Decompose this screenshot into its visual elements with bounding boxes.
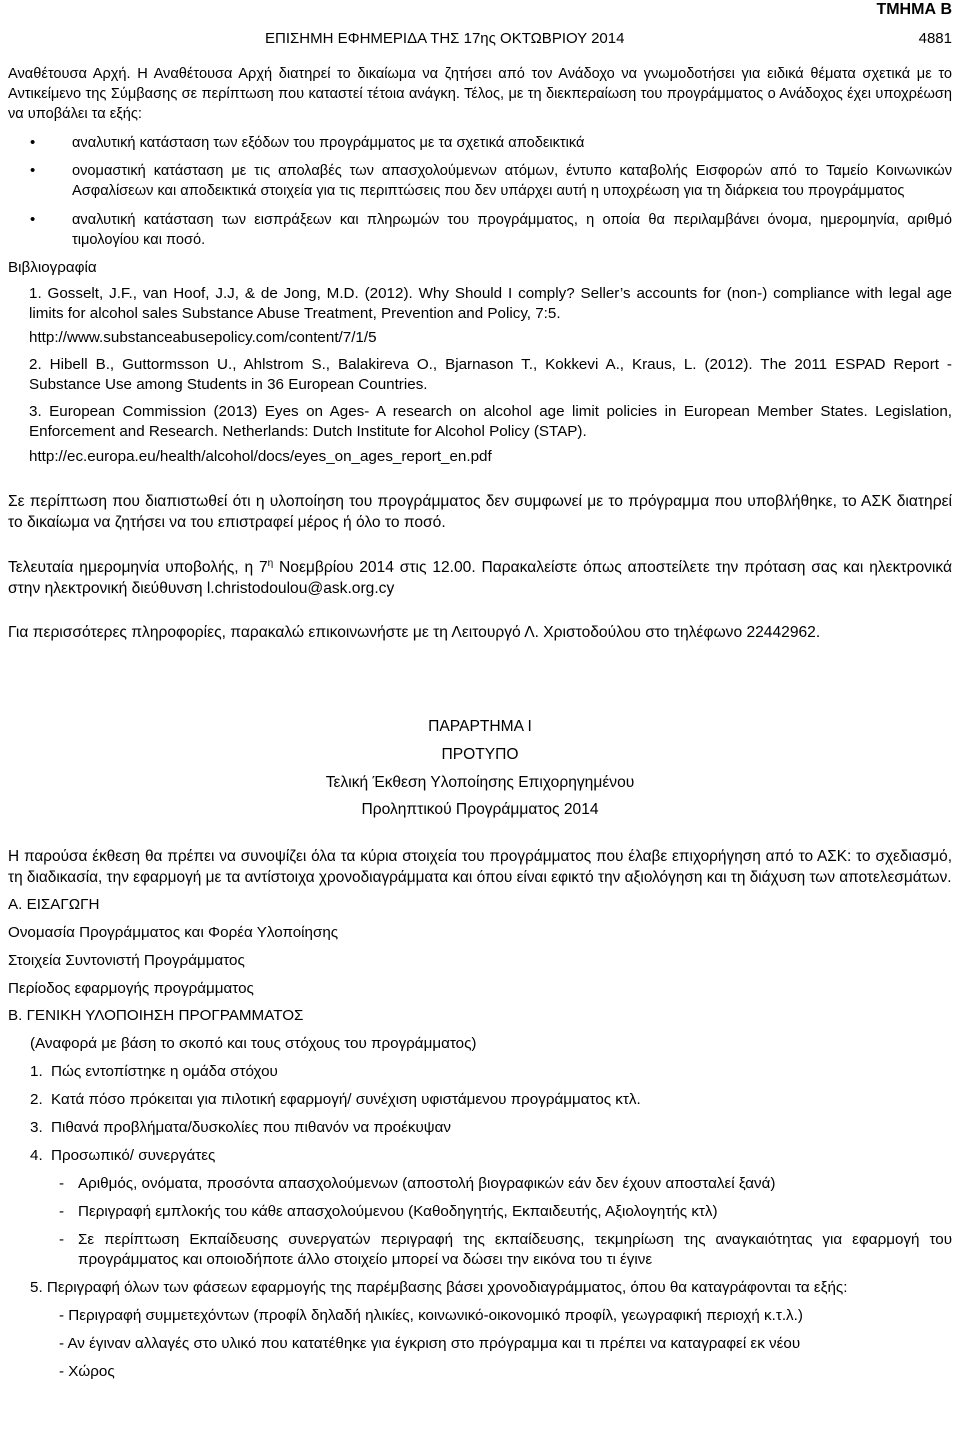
intro-paragraph: Αναθέτουσα Αρχή. Η Αναθέτουσα Αρχή διατηρεί το δικαίωμα να ζητήσει από τον Ανάδοχο να γνωμοδοτήσει για ειδικά θέματα σχετικά με το Αντικείμενο της Σύμβασης σε περίπτωση που καταστεί τέτοια ανάγκη. Τέλος, με τη διεκπεραίωση του προγράμματος ο Ανάδοχος έχει υποχρέωση να υποβάλει τα εξής: (8, 66, 952, 122)
gazette-page (8, 0, 952, 1455)
annex-report-title: Τελική Έκθεση Υλοποίησης Επιχορηγημένου (325, 774, 635, 791)
item-number: 3. (30, 1119, 43, 1136)
contact-paragraph: Για περισσότερες πληροφορίες, παρακαλώ επικοινωνήστε με τη Λειτουργό Λ. Χριστοδούλου στο τηλέφωνο 22442962. (8, 624, 821, 641)
section-a-line: Ονομασία Προγράμματος και Φορέα Υλοποίησης (8, 924, 339, 941)
item-text: Κατά πόσο πρόκειται για πιλοτική εφαρμογή/ συνέχιση υφιστάμενου προγράμματος κτλ. (51, 1091, 641, 1108)
item-text: Πιθανά προβλήματα/δυσκολίες που πιθανόν να προέκυψαν (51, 1119, 451, 1136)
list-item: - Περιγραφή εμπλοκής του κάθε απασχολούμενου (Καθοδηγητής, Εκπαιδευτής, Αξιολογητής κτλ) (59, 1203, 718, 1220)
list-item: - Αριθμός, ονόματα, προσόντα απασχολούμενων (αποστολή βιογραφικών εάν δεν έχουν αποσταλεί ξανά) (59, 1175, 776, 1192)
bibliography-text: 2. Hibell B., Guttormsson U., Ahlstrom S., Balakireva O., Bjarnason T., Kokkevi A., Kraus, L. (2012). The 2011 ESPAD Report - Substance Use among Students in 36 European Countries. (29, 356, 952, 393)
item-number: 1. (30, 1063, 43, 1080)
item-text: Προσωπικό/ συνεργάτες (51, 1147, 216, 1164)
deadline-superscript: η (267, 558, 274, 569)
list-item: • αναλυτική κατάσταση των εξόδων του προγράμματος με τα σχετικά αποδεικτικά (8, 133, 952, 153)
item-text: Αριθμός, ονόματα, προσόντα απασχολούμενων (αποστολή βιογραφικών εάν δεν έχουν αποσταλεί ξανά) (78, 1175, 776, 1192)
section-a-line: Στοιχεία Συντονιστή Προγράμματος (8, 952, 245, 969)
annex-subtitle: ΠΡΟΤΥΠΟ (441, 746, 519, 763)
section-b-note: (Αναφορά με βάση το σκοπό και τους στόχους του προγράμματος) (30, 1035, 477, 1052)
bibliography-text: 3. European Commission (2013) Eyes on Ages- A research on alcohol age limit policies in European Member States. Legislation, Enforcement and Research. Netherlands: Dutch Institute for Alcohol Policy (STAP). (29, 403, 952, 440)
refund-paragraph: Σε περίπτωση που διαπιστωθεί ότι η υλοποίηση του προγράμματος δεν συμφωνεί με το πρόγραμμα που υποβλήθηκε, το ΑΣΚ διατηρεί το δικαίωμα να ζητήσει να του επιστραφεί μέρος ή όλο το ποσό. (8, 493, 952, 531)
item-text: Σε περίπτωση Εκπαίδευσης συνεργατών περιγραφή της εκπαίδευσης, τεκμηρίωση της αναγκαιότητας για εφαρμογή του προγράμματος και οποιοδήποτε άλλο στοιχείο μπορεί να δώσει την εικόνα του τι έγινε (78, 1231, 952, 1268)
item-number: 2. (30, 1091, 43, 1108)
deadline-text-start: Τελευταία ημερομηνία υποβολής, η 7 (8, 559, 268, 576)
section-a-heading: Α. ΕΙΣΑΓΩΓΗ (8, 896, 100, 913)
item-5: 5. Περιγραφή όλων των φάσεων εφαρμογής της παρέμβασης βάσει χρονοδιαγράμματος, όπου θα καταγράφονται τα εξής: (30, 1279, 848, 1296)
annex-intro: Η παρούσα έκθεση θα πρέπει να συνοψίζει όλα τα κύρια στοιχεία του προγράμματος που έλαβε επιχορήγηση από το ΑΣΚ: το σχεδιασμό, τη διαδικασία, την εφαρμογή με τα αντίστοιχα χρονοδιαγράμματα και όπου είναι εφικτό την αξιολόγηση και τη διάχυση των αποτελεσμάτων. (8, 848, 952, 886)
section-a-line: Περίοδος εφαρμογής προγράμματος (8, 980, 254, 997)
page-number: 4881 (918, 30, 952, 47)
bibliography-text: 1. Gosselt, J.F., van Hoof, J.J, & de Jong, M.D. (2012). Why Should I comply? Seller’s accounts for (non-) compliance with legal age limits for alcohol sales Substance Abuse Treatment, Prevention and Policy, 7:5. (29, 285, 952, 322)
section-label: ΤΜΗΜΑ Β (876, 1, 952, 18)
bibliography-item (29, 284, 952, 348)
list-item (8, 1146, 952, 1166)
bibliography-url[interactable]: http://www.substanceabusepolicy.com/content/7/1/5 (29, 329, 377, 346)
list-item (8, 1062, 952, 1082)
list-item (8, 1090, 952, 1110)
gazette-title: ΕΠΙΣΗΜΗ ΕΦΗΜΕΡΙΔΑ ΤΗΣ 17ης ΟΚΤΩΒΡΙΟΥ 2014 (265, 30, 625, 47)
page-content (8, 64, 952, 1382)
section-b-heading: Β. ΓΕΝΙΚΗ ΥΛΟΠΟΙΗΣΗ ΠΡΟΓΡΑΜΜΑΤΟΣ (8, 1007, 304, 1024)
bibliography-url[interactable]: http://ec.europa.eu/health/alcohol/docs/eyes_on_ages_report_en.pdf (29, 448, 492, 465)
list-item: - Χώρος (59, 1363, 115, 1380)
deadline-text-end: Νοεμβρίου 2014 στις 12.00. Παρακαλείστε όπως αποστείλετε την πρόταση σας και ηλεκτρονικά στην ηλεκτρονική διεύθυνση l.christodoulou@ask.org.cy (8, 559, 952, 597)
annex-title: ΠΑΡΑΡΤΗΜΑ Ι (428, 718, 532, 735)
bibliography-item (29, 402, 952, 467)
bibliography-item (29, 355, 952, 395)
annex-report-subtitle: Προληπτικού Προγράμματος 2014 (361, 801, 599, 818)
list-item: • ονομαστική κατάσταση με τις απολαβές των απασχολούμενων ατόμων, έντυπο καταβολής Εισφορών από το Ταμείο Κοινωνικών Ασφαλίσεων και αποδεικτικά στοιχεία για τις περιπτώσεις που δεν υπάρχει αυτή η υποχρέωση για τη διάρκεια του προγράμματος (8, 161, 952, 201)
deadline-paragraph (8, 557, 952, 599)
list-item: - Αν έγιναν αλλαγές στο υλικό που κατατέθηκε για έγκριση στο πρόγραμμα και τι πρέπει να καταγραφεί εκ νέου (59, 1335, 801, 1352)
item-text: Περιγραφή εμπλοκής του κάθε απασχολούμενου (Καθοδηγητής, Εκπαιδευτής, Αξιολογητής κτλ) (78, 1203, 718, 1220)
obligations-list (8, 133, 952, 250)
bibliography-heading: Βιβλιογραφία (8, 259, 97, 276)
list-item: - Σε περίπτωση Εκπαίδευσης συνεργατών περιγραφή της εκπαίδευσης, τεκμηρίωση της αναγκαιότητας για εφαρμογή του προγράμματος και οποιοδήποτε άλλο στοιχείο μπορεί να δώσει την εικόνα του τι έγινε (59, 1231, 952, 1268)
item-number: 4. (30, 1147, 43, 1164)
list-item: - Περιγραφή συμμετεχόντων (προφίλ δηλαδή ηλικίες, κοινωνικό-οικονομικό προφίλ, γεωγραφική περιοχή κ.τ.λ.) (59, 1307, 803, 1324)
list-item (8, 1118, 952, 1138)
list-item: • αναλυτική κατάσταση των εισπράξεων και πληρωμών του προγράμματος, η οποία θα περιλαμβάνει όνομα, ημερομηνία, αριθμό τιμολογίου και ποσό. (8, 210, 952, 250)
item-text: Πώς εντοπίστηκε η ομάδα στόχου (51, 1063, 278, 1080)
